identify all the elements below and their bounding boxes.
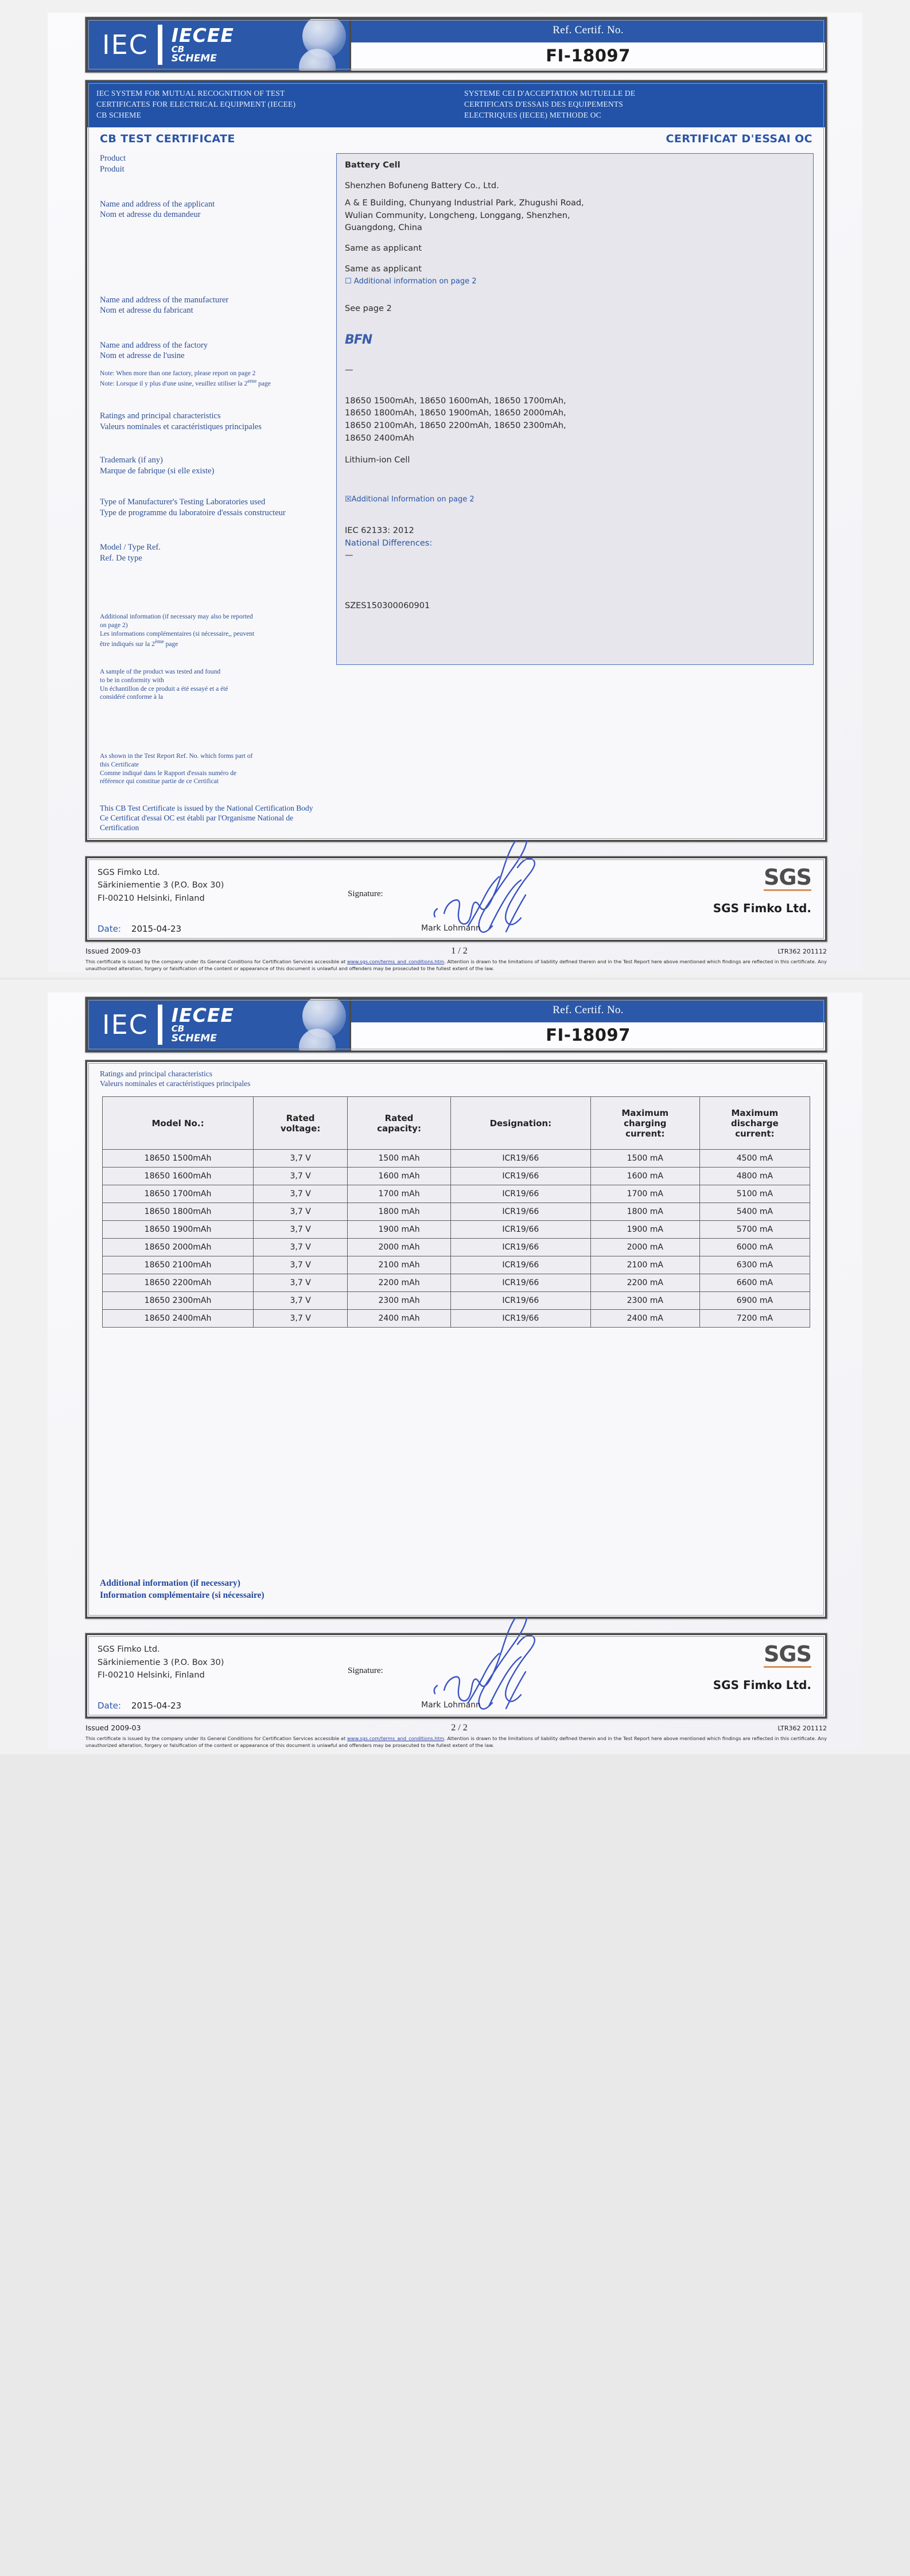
additional-information-section bbox=[87, 1574, 825, 1617]
label-sample-en-1: A sample of the product was tested and found bbox=[100, 668, 221, 676]
value-product: Battery Cell bbox=[345, 161, 400, 170]
issuing-body-address-2 bbox=[98, 1643, 327, 1696]
table-column-header: Model No.: bbox=[103, 1097, 254, 1150]
value-models-1: 18650 1500mAh, 18650 1600mAh, 18650 1700mAh, bbox=[345, 396, 566, 406]
value-models-4: 18650 2400mAh bbox=[345, 433, 414, 443]
sgs-company-name-2: SGS Fimko Ltd. bbox=[713, 1678, 811, 1692]
date-value: 2015-04-23 bbox=[131, 923, 182, 934]
scheme-line-en-2: CERTIFICATES FOR ELECTRICAL EQUIPMENT (IECEE) bbox=[96, 100, 296, 109]
table-cell: 1800 mA bbox=[590, 1203, 699, 1221]
header-logo-band bbox=[85, 17, 827, 72]
label-issued-by-fr: Ce Certificat d'essai OC est établi par l'Organisme National de Certification bbox=[100, 814, 294, 832]
signature-label: Signature: bbox=[348, 889, 383, 898]
table-row bbox=[103, 1203, 810, 1221]
value-applicant-address-1: A & E Building, Chunyang Industrial Park, Zhugushi Road, bbox=[345, 198, 584, 208]
table-cell: 3,7 V bbox=[254, 1185, 348, 1203]
value-lab-type: — bbox=[345, 365, 353, 375]
value-national-differences-label: National Differences: bbox=[345, 538, 433, 548]
table-cell: 5400 mA bbox=[699, 1203, 810, 1221]
iecee-wordmark: IECEE bbox=[171, 24, 234, 46]
table-cell: 18650 2400mAh bbox=[103, 1310, 254, 1328]
iecee-wordmark-2: IECEE bbox=[171, 1003, 234, 1026]
label-applicant-en: Name and address of the applicant bbox=[100, 199, 215, 209]
table-row bbox=[103, 1239, 810, 1256]
table-row bbox=[103, 1150, 810, 1168]
page-title-french: CERTIFICAT D'ESSAI OC bbox=[666, 133, 812, 146]
issuing-body-address-1-2: Särkiniementie 3 (P.O. Box 30) bbox=[98, 1657, 224, 1667]
iecee-logo-2 bbox=[87, 999, 351, 1050]
signature-frame-1 bbox=[85, 857, 827, 941]
label-factory-en: Name and address of the factory bbox=[100, 340, 208, 350]
iecee-logo-text-2 bbox=[171, 1003, 240, 1044]
table-cell: 18650 2000mAh bbox=[103, 1239, 254, 1256]
footer-issued: Issued 2009-03 bbox=[85, 946, 141, 955]
label-addl-fr-2: être indiqués sur la 2ème page bbox=[100, 638, 178, 648]
table-cell: 2300 mAh bbox=[348, 1292, 451, 1310]
issuing-body-address-2: FI-00210 Helsinki, Finland bbox=[98, 893, 205, 903]
value-applicant-name: Shenzhen Bofuneng Battery Co., Ltd. bbox=[345, 181, 499, 191]
table-cell: 3,7 V bbox=[254, 1221, 348, 1239]
scheme-line-en-3: CB SCHEME bbox=[96, 111, 141, 120]
ratings-table-head bbox=[103, 1097, 810, 1150]
table-cell: 2200 mA bbox=[590, 1274, 699, 1292]
label-ratings bbox=[100, 411, 322, 432]
signature-area bbox=[327, 866, 643, 933]
value-factory: Same as applicant bbox=[345, 264, 422, 274]
footer-form-code-2: LTR362 201112 bbox=[777, 1725, 827, 1733]
label-additional-info bbox=[100, 613, 322, 648]
table-cell: 2400 mA bbox=[590, 1310, 699, 1328]
footer-form-code: LTR362 201112 bbox=[777, 947, 827, 955]
label-addl-en-2: on page 2) bbox=[100, 622, 128, 629]
terms-link-2[interactable]: www.sgs.com/terms_and_conditions.htm bbox=[347, 1736, 445, 1742]
label-test-report bbox=[100, 752, 322, 786]
sgs-branding bbox=[643, 866, 815, 919]
table-cell: 1900 mA bbox=[590, 1221, 699, 1239]
label-product-fr: Produit bbox=[100, 165, 125, 174]
scheme-wordmark: SCHEME bbox=[171, 52, 217, 64]
label-applicant bbox=[100, 199, 322, 220]
table-cell: 1500 mAh bbox=[348, 1150, 451, 1168]
table-cell: 5700 mA bbox=[699, 1221, 810, 1239]
trademark-logo: BFN bbox=[345, 332, 372, 347]
table-cell: 1500 mA bbox=[590, 1150, 699, 1168]
label-factory-note bbox=[100, 369, 322, 388]
label-issued-by bbox=[100, 803, 322, 833]
scheme-banner bbox=[87, 82, 825, 127]
table-cell: 3,7 V bbox=[254, 1274, 348, 1292]
label-issued-by-en: This CB Test Certificate is issued by the National Certification Body bbox=[100, 803, 313, 812]
value-standard: IEC 62133: 2012 bbox=[345, 526, 414, 535]
sgs-branding-2 bbox=[643, 1643, 815, 1696]
certificate-reference-box-2 bbox=[351, 999, 825, 1050]
table-cell: ICR19/66 bbox=[450, 1185, 590, 1203]
iecee-logo-text bbox=[172, 26, 240, 64]
table-cell: 6600 mA bbox=[699, 1274, 810, 1292]
label-model bbox=[100, 542, 322, 563]
terms-link[interactable]: www.sgs.com/terms_and_conditions.htm bbox=[347, 958, 445, 964]
header-logo-band-2 bbox=[85, 997, 827, 1052]
table-cell: 18650 2200mAh bbox=[103, 1274, 254, 1292]
table-cell: 18650 2300mAh bbox=[103, 1292, 254, 1310]
footer-top-row-2 bbox=[85, 1723, 827, 1733]
field-label-column bbox=[87, 151, 328, 832]
ratings-heading-en: Ratings and principal characteristics bbox=[100, 1069, 213, 1078]
certificate-page-2 bbox=[0, 980, 910, 1754]
value-ratings: See page 2 bbox=[345, 304, 392, 314]
table-column-header: Rated voltage: bbox=[254, 1097, 348, 1150]
table-cell: 1600 mA bbox=[590, 1168, 699, 1185]
table-empty-space bbox=[87, 1328, 825, 1574]
table-cell: ICR19/66 bbox=[450, 1150, 590, 1168]
label-ratings-en: Ratings and principal characteristics bbox=[100, 411, 221, 421]
footer-disclaimer-2 bbox=[85, 1735, 827, 1749]
footer-issued-2: Issued 2009-03 bbox=[85, 1723, 141, 1733]
table-column-header: Rated capacity: bbox=[348, 1097, 451, 1150]
disclaimer-part-1: This certificate is issued by the company under its General Conditions for Certification Services accessible at bbox=[85, 958, 347, 964]
table-cell: 18650 1800mAh bbox=[103, 1203, 254, 1221]
scheme-line-fr-3: ELECTRIQUES (IECEE) METHODE OC bbox=[464, 111, 601, 120]
logo-divider bbox=[158, 25, 162, 65]
table-cell: 18650 2100mAh bbox=[103, 1256, 254, 1274]
table-cell: 4800 mA bbox=[699, 1168, 810, 1185]
factory-additional-info-checkbox[interactable]: ☐ Additional information on page 2 bbox=[345, 277, 477, 286]
label-model-en: Model / Type Ref. bbox=[100, 543, 161, 552]
footer-fineprint-2 bbox=[85, 1723, 827, 1749]
label-model-fr: Ref. De type bbox=[100, 553, 142, 563]
table-cell: 2100 mA bbox=[590, 1256, 699, 1274]
table-row bbox=[103, 1185, 810, 1203]
label-manufacturer-en: Name and address of the manufacturer bbox=[100, 295, 229, 305]
signature-label-2: Signature: bbox=[348, 1666, 383, 1676]
footer-page-number: 1 / 2 bbox=[451, 945, 468, 956]
scheme-banner-english bbox=[96, 88, 456, 120]
issuing-body-name-2: SGS Fimko Ltd. bbox=[98, 1645, 160, 1655]
table-header-row bbox=[103, 1097, 810, 1150]
table-cell: 6900 mA bbox=[699, 1292, 810, 1310]
table-cell: 2000 mA bbox=[590, 1239, 699, 1256]
label-lab-type bbox=[100, 497, 322, 518]
table-cell: 2300 mA bbox=[590, 1292, 699, 1310]
table-cell: 2100 mAh bbox=[348, 1256, 451, 1274]
label-sample-fr-2: considéré conforme à la bbox=[100, 694, 164, 701]
table-column-header: Maximum discharge current: bbox=[699, 1097, 810, 1150]
table-cell: 6000 mA bbox=[699, 1239, 810, 1256]
scheme-line-en-1: IEC SYSTEM FOR MUTUAL RECOGNITION OF TEST bbox=[96, 89, 285, 98]
table-cell: 7200 mA bbox=[699, 1310, 810, 1328]
ratings-heading-fr: Valeurs nominales et caractéristiques principales bbox=[100, 1079, 251, 1088]
table-cell: 5100 mA bbox=[699, 1185, 810, 1203]
label-note-en: Note: When more than one factory, please report on page 2 bbox=[100, 369, 256, 377]
footer-fineprint-1 bbox=[85, 946, 827, 972]
table-row bbox=[103, 1256, 810, 1274]
ref-certif-number-2: FI-18097 bbox=[546, 1025, 631, 1045]
table-cell: 2400 mAh bbox=[348, 1310, 451, 1328]
cb-wordmark-2: CB bbox=[171, 1024, 185, 1034]
table-cell: 1900 mAh bbox=[348, 1221, 451, 1239]
signature-frame-2 bbox=[85, 1633, 827, 1718]
iec-logo-text-2: IEC bbox=[102, 1009, 149, 1040]
label-manufacturer-fr: Nom et adresse du fabricant bbox=[100, 306, 193, 316]
date-label: Date: bbox=[98, 923, 121, 934]
value-applicant-address-3: Guangdong, China bbox=[345, 223, 422, 233]
value-test-report-no: SZES150300060901 bbox=[345, 601, 430, 611]
ref-certif-label-2: Ref. Certif. No. bbox=[351, 999, 825, 1022]
ref-certif-label: Ref. Certif. No. bbox=[351, 19, 825, 42]
table-cell: ICR19/66 bbox=[450, 1168, 590, 1185]
table-cell: 2000 mAh bbox=[348, 1239, 451, 1256]
label-applicant-fr: Nom et adresse du demandeur bbox=[100, 210, 201, 220]
table-cell: ICR19/66 bbox=[450, 1274, 590, 1292]
issuing-body-address-2-2: FI-00210 Helsinki, Finland bbox=[98, 1671, 205, 1680]
label-trademark-fr: Marque de fabrique (si elle existe) bbox=[100, 466, 215, 476]
scheme-wordmark-2: SCHEME bbox=[171, 1032, 217, 1044]
ratings-table-frame bbox=[85, 1060, 827, 1618]
table-column-header: Maximum charging current: bbox=[590, 1097, 699, 1150]
certificate-main-frame bbox=[85, 80, 827, 842]
disclaimer-part-2: . Attention is drawn to the limitations of liability defined therein and in the Test Report here above mentioned which findings are reflected in this certificate. Any unauthorized alteration, forgery or falsification of the content or appearance of this document is unlawful and offenders may be prosecuted to the fullest extent of the law. bbox=[85, 958, 827, 971]
table-cell: ICR19/66 bbox=[450, 1203, 590, 1221]
table-cell: 6300 mA bbox=[699, 1256, 810, 1274]
label-testreport-en-1: As shown in the Test Report Ref. No. which forms part of bbox=[100, 753, 253, 760]
scanned-sheet-2 bbox=[48, 993, 862, 1749]
label-sample-conformity bbox=[100, 668, 322, 702]
issuing-body-address-1: Särkiniementie 3 (P.O. Box 30) bbox=[98, 881, 224, 890]
table-cell: 3,7 V bbox=[254, 1150, 348, 1168]
disclaimer-part-1-2: This certificate is issued by the company under its General Conditions for Certification Services accessible at bbox=[85, 1736, 347, 1742]
label-manufacturer bbox=[100, 295, 322, 316]
table-row bbox=[103, 1274, 810, 1292]
label-trademark-en: Trademark (if any) bbox=[100, 456, 163, 465]
scheme-line-fr-2: CERTIFICATS D'ESSAIS DES EQUIPEMENTS bbox=[464, 100, 623, 109]
logo-divider-2 bbox=[158, 1005, 162, 1045]
ratings-table bbox=[102, 1096, 810, 1328]
sgs-company-name: SGS Fimko Ltd. bbox=[713, 901, 811, 915]
value-additional-info: Lithium-ion Cell bbox=[345, 455, 410, 465]
scheme-banner-french bbox=[456, 88, 816, 120]
label-testreport-en-2: this Certificate bbox=[100, 761, 139, 768]
footer-page-number-2: 2 / 2 bbox=[451, 1723, 468, 1733]
field-value-column bbox=[328, 151, 825, 832]
label-lab-type-en: Type of Manufacturer's Testing Laboratories used bbox=[100, 497, 266, 507]
table-cell: 1700 mAh bbox=[348, 1185, 451, 1203]
table-column-header: Designation: bbox=[450, 1097, 590, 1150]
certificate-body bbox=[87, 151, 825, 839]
label-product bbox=[100, 153, 322, 174]
table-cell: ICR19/66 bbox=[450, 1292, 590, 1310]
label-ratings-fr: Valeurs nominales et caractéristiques principales bbox=[100, 422, 262, 431]
table-cell: ICR19/66 bbox=[450, 1239, 590, 1256]
additional-information-en: Additional information (if necessary) bbox=[100, 1578, 240, 1589]
signatory-name: Mark Lohmann bbox=[421, 923, 481, 933]
iec-logo-text: IEC bbox=[102, 29, 149, 60]
table-cell: ICR19/66 bbox=[450, 1221, 590, 1239]
scheme-line-fr-1: SYSTEME CEI D'ACCEPTATION MUTUELLE DE bbox=[464, 89, 636, 98]
footer-top-row bbox=[85, 946, 827, 956]
table-cell: 3,7 V bbox=[254, 1310, 348, 1328]
sgs-logo-icon-2: SGS bbox=[764, 1641, 811, 1667]
additional-information-fr: Information complémentaire (si nécessaire) bbox=[100, 1590, 265, 1601]
label-note-fr: Note: Lorsque il y plus d'une usine, veuillez utiliser la 2eme page bbox=[100, 378, 271, 387]
table-row bbox=[103, 1168, 810, 1185]
table-row bbox=[103, 1310, 810, 1328]
label-factory-fr: Nom et adresse de l'usine bbox=[100, 351, 185, 361]
page-title-english: CB TEST CERTIFICATE bbox=[100, 133, 235, 146]
table-cell: 1800 mAh bbox=[348, 1203, 451, 1221]
table-cell: 1600 mAh bbox=[348, 1168, 451, 1185]
ratings-table-body bbox=[103, 1150, 810, 1328]
certificate-page-1 bbox=[0, 0, 910, 978]
table-cell: 1700 mA bbox=[590, 1185, 699, 1203]
table-cell: 18650 1700mAh bbox=[103, 1185, 254, 1203]
cb-wordmark: CB bbox=[171, 44, 185, 55]
table-cell: 3,7 V bbox=[254, 1239, 348, 1256]
date-value-2: 2015-04-23 bbox=[131, 1701, 182, 1711]
value-manufacturer: Same as applicant bbox=[345, 244, 422, 254]
label-factory bbox=[100, 340, 322, 361]
value-applicant-address-2: Wulian Community, Longcheng, Longgang, Shenzhen, bbox=[345, 211, 570, 220]
table-cell: 4500 mA bbox=[699, 1150, 810, 1168]
ratings-heading bbox=[87, 1062, 825, 1091]
value-panel bbox=[336, 153, 814, 665]
label-product-en: Product bbox=[100, 154, 126, 164]
signatory-name-2: Mark Lohmann bbox=[421, 1701, 481, 1710]
signature-area-2 bbox=[327, 1643, 643, 1710]
label-sample-fr-1: Un échantillon de ce produit a été essayé et a été bbox=[100, 685, 228, 692]
table-cell: 18650 1600mAh bbox=[103, 1168, 254, 1185]
date-label-2: Date: bbox=[98, 1701, 121, 1711]
certificate-reference-box bbox=[351, 19, 825, 71]
value-national-differences: — bbox=[345, 551, 353, 561]
table-row bbox=[103, 1221, 810, 1239]
table-cell: 18650 1900mAh bbox=[103, 1221, 254, 1239]
sgs-logo-icon: SGS bbox=[764, 864, 811, 890]
value-models-3: 18650 2100mAh, 18650 2200mAh, 18650 2300mAh, bbox=[345, 421, 566, 431]
table-cell: 3,7 V bbox=[254, 1203, 348, 1221]
issuing-body-name: SGS Fimko Ltd. bbox=[98, 867, 160, 877]
table-cell: 3,7 V bbox=[254, 1256, 348, 1274]
value-models-2: 18650 1800mAh, 18650 1900mAh, 18650 2000mAh, bbox=[345, 408, 566, 418]
label-testreport-fr-1: Comme indiqué dans le Rapport d'essais numéro de bbox=[100, 769, 237, 777]
footer-disclaimer bbox=[85, 958, 827, 972]
ref-certif-number: FI-18097 bbox=[546, 45, 631, 65]
label-testreport-fr-2: référence qui constitue partie de ce Certificat bbox=[100, 778, 219, 785]
label-lab-type-fr: Type de programme du laboratoire d'essais constructeur bbox=[100, 508, 286, 517]
ratings-table-wrap bbox=[87, 1091, 825, 1328]
table-cell: 3,7 V bbox=[254, 1168, 348, 1185]
table-cell: 2200 mAh bbox=[348, 1274, 451, 1292]
label-sample-en-2: to be in conformity with bbox=[100, 676, 164, 684]
iecee-logo bbox=[87, 19, 351, 71]
disclaimer-part-2-2: . Attention is drawn to the limitations of liability defined therein and in the Test Report here above mentioned which findings are reflected in this certificate. Any unauthorized alteration, forgery or falsification of the content or appearance of this document is unlawful and offenders may be prosecuted to the fullest extent of the law. bbox=[85, 1736, 827, 1749]
label-trademark bbox=[100, 455, 322, 476]
table-cell: ICR19/66 bbox=[450, 1256, 590, 1274]
label-addl-fr-1: Les informations complémentaires (si nécessaire,, peuvent bbox=[100, 630, 255, 637]
label-addl-en-1: Additional information (if necessary may also be reported bbox=[100, 613, 253, 621]
table-cell: ICR19/66 bbox=[450, 1310, 590, 1328]
table-cell: 3,7 V bbox=[254, 1292, 348, 1310]
scanned-sheet-1 bbox=[48, 13, 862, 972]
table-row bbox=[103, 1292, 810, 1310]
table-cell: 18650 1500mAh bbox=[103, 1150, 254, 1168]
issuing-body-address bbox=[98, 866, 327, 919]
certificate-title-row bbox=[87, 127, 825, 151]
additional-info-checkbox[interactable]: ☒Additional Information on page 2 bbox=[345, 495, 475, 504]
